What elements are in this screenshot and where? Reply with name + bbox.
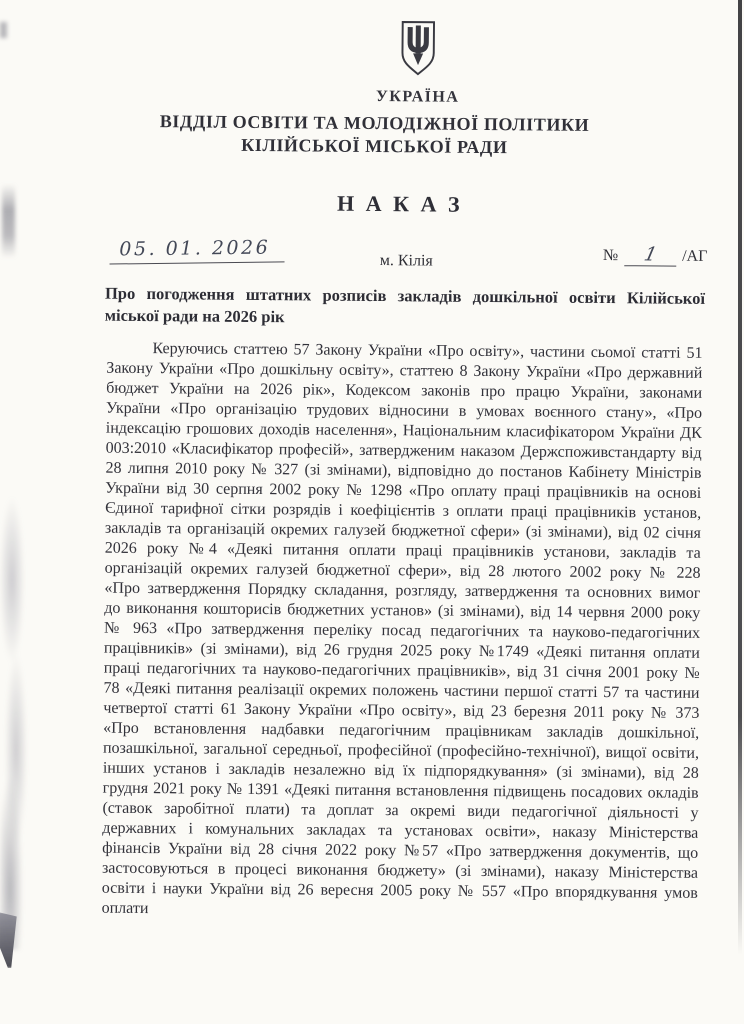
organization-name <box>2 109 744 161</box>
ukraine-coat-of-arms-icon <box>399 20 437 76</box>
handwritten-number: 1 <box>641 243 659 266</box>
organization-name-line1: ВІДДІЛ ОСВІТИ ТА МОЛОДІЖНОЇ ПОЛІТИКИ <box>159 111 590 135</box>
number-suffix: /АГ <box>682 247 708 265</box>
document-meta-row <box>105 237 707 273</box>
handwritten-date: 05. 01. 2026 <box>109 236 284 264</box>
order-body-text: Керуючись статтею 57 Закону України «Про освіту», частини сьомої статті 51 Закону України «Про дошкільну освіту», статтею 8 Закону України «Про державний бюджет України на 2026 рік», Кодексом законів про працю України, законами України «Про організацію трудових відносини в умовах воєнного стану», «Про індексацію грошових доходів населення», Національним класифікатором України ДК 003:2010 «Класифікатор професій», затвердженим наказом Держспоживстандарту від 28 липня 2010 року № 327 (зі змінами), відповідно до постанов Кабінету Міністрів України від 30 серпня 2002 року № 1298 «Про оплату праці працівників на основі Єдиної тарифної сітки розрядів і коефіцієнтів з оплати праці працівників установ, закладів та організацій окремих галузей бюджетної сфери» (зі змінами), від 02 січня 2026 року №4 «Деякі питання оплати праці працівників установи, закладів та організацій окремих галузей бюджетної сфери», від 28 лютого 2002 року № 228 «Про затвердження Порядку складання, розгляду, затвердження та основних вимог до виконання кошторисів бюджетних установ» (зі змінами), від 14 червня 2000 року № 963 «Про затвердження переліку посад педагогічних та науково-педагогічних працівників» (зі змінами), від 26 грудня 2025 року №1749 «Деякі питання оплати праці педагогічних та науково-педагогічних працівників», від 31 січня 2001 року № 78 «Деякі питання реалізації окремих положень частини першої статті 57 та частини четвертої статті 61 Закону України «Про освіту», від 23 березня 2011 року № 373 «Про встановлення надбавки педагогічним працівникам закладів дошкільної, позашкільної, загальної середньої, професійної (професійно-технічної), вищої освіти, інших установ і закладів незалежно від їх підпорядкування» (зі змінами), від 28 грудня 2021 року № 1391 «Деякі питання встановлення підвищень посадових окладів (ставок заробітної плати) та доплат за окремі види педагогічної діяльності у державних і комунальних закладах та установах освіти», наказу Міністерства фінансів України від 28 січня 2022 року №57 «Про затвердження документів, що застосовуються в процесі виконання бюджету» (зі змінами), наказу Міністерства освіти і науки України від 26 вересня 2005 року № 557 «Про впорядкування умов оплати <box>101 340 703 918</box>
order-subject: Про погодження штатних розписів закладів дошкільної освіти Кілійської міської ради на 2026 рік <box>104 283 706 327</box>
date-field <box>105 237 306 265</box>
organization-name-line2: КІЛІЙСЬКОЇ МІСЬКОЇ РАДИ <box>241 134 508 158</box>
document-number-field <box>507 240 708 267</box>
document-type-title: Н А К А З <box>336 190 463 217</box>
emblem-block <box>46 17 744 84</box>
number-underline <box>624 243 676 266</box>
country-title: УКРАЇНА <box>375 88 460 106</box>
city-label: м. Кілія <box>379 252 433 270</box>
number-sign: № <box>602 247 619 265</box>
